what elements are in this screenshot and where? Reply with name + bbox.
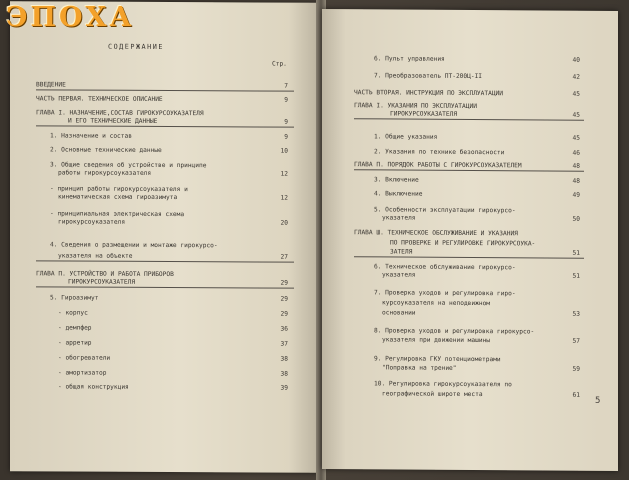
toc-entry-text: гирокурсоуказателя — [58, 218, 126, 226]
toc-entry-text: ВВЕДЕНИЕ — [36, 81, 66, 89]
toc-entry-text: 1. Общие указания — [374, 133, 438, 141]
toc-entry-text: И ЕГО ТЕХНИЧЕСКИЕ ДАННЫЕ — [68, 117, 158, 125]
toc-entry-page: 29 — [280, 310, 288, 318]
toc-entry-text: указателя на объекте — [58, 252, 133, 260]
toc-entry-page: 45 — [572, 111, 580, 119]
toc-entry-text: 2. Основные технические данные — [50, 146, 162, 154]
toc-entry-page: 36 — [280, 325, 288, 333]
toc-entry-page: 9 — [284, 96, 288, 104]
toc-entry-text: курсоуказателя на неподвижном — [382, 299, 491, 308]
toc-entry-text: - общая конструкция — [58, 383, 129, 391]
toc-entry-text: указателя — [382, 271, 416, 279]
toc-entry-text: географической широте места — [382, 390, 483, 399]
toc-entry-text: ЧАСТЬ ПЕРВАЯ. ТЕХНИЧЕСКОЕ ОПИСАНИЕ — [36, 95, 163, 103]
section-rule — [36, 89, 294, 91]
toc-entry-page: 53 — [572, 310, 580, 318]
toc-entry-text: ЧАСТЬ ВТОРАЯ. ИНСТРУКЦИЯ ПО ЭКСПЛУАТАЦИИ — [354, 89, 504, 98]
toc-entry-page: 12 — [280, 194, 288, 202]
toc-entry-page: 48 — [572, 162, 580, 170]
toc-entry-text: 9. Регулировка ГКУ потенциометрами — [374, 355, 501, 364]
toc-entry-text: 7. Проверка уходов и регулировка гиро- — [374, 289, 516, 298]
toc-entry-text: - корпус — [58, 309, 88, 317]
right-page — [322, 9, 618, 471]
toc-entry-text: ЗАТЕЛЯ — [390, 248, 413, 256]
toc-entry-text: 6. Пульт управления — [374, 55, 445, 63]
toc-entry-text: "Поправка на трение" — [382, 364, 457, 372]
toc-entry-text: основании — [382, 309, 416, 317]
toc-entry-text: ГЛАВА I. НАЗНАЧЕНИЕ,СОСТАВ ГИРОКУРСОУКАЗАТЕЛЯ — [36, 109, 204, 118]
toc-entry-page: 38 — [280, 355, 288, 363]
toc-entry-text: - принципиальная электрическая схема — [50, 210, 185, 219]
toc-entry-page: 45 — [572, 134, 580, 142]
toc-entry-page: 61 — [572, 391, 580, 399]
section-rule — [36, 260, 294, 262]
toc-title: СОДЕРЖАНИЕ — [108, 42, 164, 51]
toc-entry-page: 39 — [280, 384, 288, 392]
brand-watermark: ЭПОХА — [6, 2, 135, 33]
toc-entry-text: 8. Проверка уходов и регулировка гирокурсо- — [374, 327, 535, 336]
toc-entry-page: 42 — [572, 73, 580, 81]
toc-entry-text: - принцип работы гирокурсоуказателя и — [50, 185, 188, 194]
left-page — [10, 1, 320, 473]
toc-entry-text: ГИРОКУРСОУКАЗАТЕЛЯ — [390, 110, 458, 118]
toc-entry-text: 3. Включение — [374, 176, 419, 184]
toc-entry-text: ГИРОКУРСОУКАЗАТЕЛЯ — [68, 278, 136, 286]
toc-entry-page: 51 — [572, 249, 580, 257]
toc-entry-text: ГЛАВА I. УКАЗАНИЯ ПО ЭКСПЛУАТАЦИИ — [354, 102, 477, 111]
toc-entry-page: 50 — [572, 215, 580, 223]
toc-entry-text: 5. Гироазимут — [50, 294, 99, 302]
page-column-header: Стр. — [272, 60, 287, 68]
section-rule — [354, 118, 584, 121]
toc-entry-page: 7 — [284, 82, 288, 90]
page-number-mark: 5 — [595, 396, 601, 406]
toc-entry-page: 10 — [280, 147, 288, 155]
section-rule — [36, 286, 294, 288]
toc-entry-text: 10. Регулировка гирокурсоуказателя по — [374, 380, 512, 389]
toc-entry-text: 4. Выключение — [374, 190, 423, 198]
toc-entry-text: - арретир — [58, 339, 92, 347]
toc-entry-page: 51 — [572, 272, 580, 280]
toc-entry-text: 5. Особенности эксплуатации гирокурсо- — [374, 206, 516, 215]
toc-entry-text: 3. Общие сведения об устройстве и принципе — [50, 161, 207, 170]
toc-entry-page: 46 — [572, 149, 580, 157]
toc-entry-page: 29 — [280, 295, 288, 303]
toc-entry-text: - обогреватели — [58, 354, 111, 362]
toc-entry-text: ГЛАВА Ш. ТЕХНИЧЕСКОЕ ОБСЛУЖИВАНИЕ И УКАЗАНИЯ — [354, 229, 518, 238]
toc-entry-page: 48 — [572, 177, 580, 185]
toc-entry-page: 37 — [280, 340, 288, 348]
toc-entry-page: 45 — [572, 90, 580, 98]
toc-entry-text: - демпфер — [58, 324, 92, 332]
toc-entry-text: 7. Преобразователь ПТ-200Ц-II — [374, 72, 483, 81]
toc-entry-page: 9 — [284, 118, 288, 126]
toc-entry-page: 20 — [280, 219, 288, 227]
toc-entry-text: кинематическая схема гироазимута — [58, 193, 178, 202]
section-rule — [354, 169, 584, 172]
toc-entry-text: 1. Назначение и состав — [50, 132, 132, 140]
toc-entry-text: указателя — [382, 214, 416, 222]
toc-entry-text: указателя при движении машины — [382, 336, 491, 345]
toc-entry-page: 29 — [280, 279, 288, 287]
toc-entry-text: ГЛАВА П. ПОРЯДОК РАБОТЫ С ГИРОКУРСОУКАЗАТЕЛЕМ — [354, 161, 522, 170]
toc-entry-page: 49 — [572, 191, 580, 199]
toc-entry-text: 2. Указания по технике безопасности — [374, 148, 505, 157]
toc-entry-page: 57 — [572, 337, 580, 345]
toc-entry-text: ПО ПРОВЕРКЕ И РЕГУЛИРОВКЕ ГИРОКУРСОУКА- — [390, 239, 536, 248]
toc-entry-page: 40 — [572, 56, 580, 64]
toc-entry-page: 38 — [280, 370, 288, 378]
toc-entry-page: 59 — [572, 365, 580, 373]
toc-entry-page: 9 — [284, 133, 288, 141]
toc-entry-text: - амортизатор — [58, 369, 107, 377]
toc-entry-page: 12 — [280, 170, 288, 178]
section-rule — [36, 125, 294, 127]
toc-entry-text: работы гирокурсоуказателя — [58, 169, 152, 177]
toc-entry-text: ГЛАВА П. УСТРОЙСТВО И РАБОТА ПРИБОРОВ — [36, 270, 174, 279]
toc-entry-text: 4. Сведения о размещении и монтаже гирокурсо- — [50, 241, 218, 250]
toc-entry-text: 6. Техническое обслуживание гирокурсо- — [374, 263, 516, 272]
section-rule — [354, 256, 584, 259]
toc-entry-page: 27 — [280, 253, 288, 261]
